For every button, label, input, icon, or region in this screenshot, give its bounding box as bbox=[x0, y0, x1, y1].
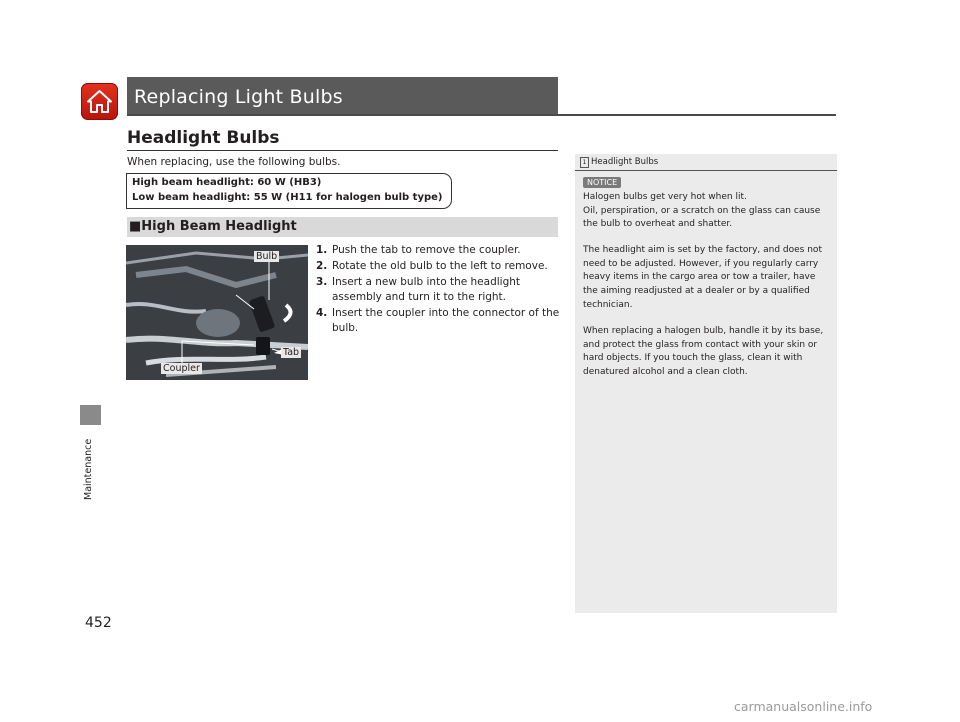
subsection-marker: ■ bbox=[129, 219, 142, 234]
note-title bbox=[580, 157, 658, 168]
note-line: When replacing a halogen bulb, handle it by its base, bbox=[583, 326, 824, 336]
note-divider bbox=[575, 170, 837, 171]
bulb-spec-box bbox=[126, 173, 452, 209]
note-line: denatured alcohol and a clean cloth. bbox=[583, 367, 748, 377]
note-line: The headlight aim is set by the factory, and does not bbox=[583, 245, 822, 255]
step-4-continued: bulb. bbox=[332, 322, 359, 334]
side-tab-label: Maintenance bbox=[83, 438, 94, 500]
note-line: and protect the glass from contact with your skin or bbox=[583, 340, 818, 350]
note-line: need to be adjusted. However, if you regularly carry bbox=[583, 259, 819, 269]
header-divider bbox=[127, 114, 836, 116]
subsection-label: High Beam Headlight bbox=[141, 219, 297, 234]
step-1: 1. Push the tab to remove the coupler. bbox=[316, 244, 521, 256]
note-line: Oil, perspiration, or a scratch on the glass can cause bbox=[583, 206, 821, 216]
page-number: 452 bbox=[85, 615, 112, 631]
section-divider bbox=[127, 150, 558, 151]
spec-line-low-beam: Low beam headlight: 55 W (H11 for halogen bulb type) bbox=[132, 192, 443, 203]
headlight-figure bbox=[126, 245, 308, 380]
bulb-label: Bulb bbox=[256, 251, 278, 262]
note-marker: 1 bbox=[580, 157, 589, 168]
step-3: 3. Insert a new bulb into the headlight bbox=[316, 276, 521, 288]
page-title: Replacing Light Bulbs bbox=[134, 86, 343, 108]
note-title-text: Headlight Bulbs bbox=[591, 157, 659, 167]
intro-text: When replacing, use the following bulbs. bbox=[127, 156, 341, 168]
note-line: heavy items in the cargo area or tow a trailer, have bbox=[583, 272, 816, 282]
coupler-label: Coupler bbox=[163, 363, 200, 374]
home-icon[interactable] bbox=[81, 83, 118, 120]
house-icon bbox=[85, 87, 114, 116]
tab-label: Tab bbox=[283, 347, 300, 358]
notice-badge: NOTICE bbox=[583, 177, 621, 188]
note-line: Halogen bulbs get very hot when lit. bbox=[583, 192, 747, 202]
spec-line-high-beam: High beam headlight: 60 W (HB3) bbox=[132, 177, 322, 188]
subsection-title bbox=[129, 219, 297, 234]
note-line: the bulb to overheat and shatter. bbox=[583, 219, 733, 229]
watermark-text: carmanualsonline.info bbox=[734, 699, 873, 714]
side-tab-marker[interactable] bbox=[80, 405, 101, 425]
note-line: hard objects. If you touch the glass, clean it with bbox=[583, 353, 803, 363]
section-title: Headlight Bulbs bbox=[127, 128, 280, 148]
step-2: 2. Rotate the old bulb to the left to remove. bbox=[316, 260, 548, 272]
note-line: technician. bbox=[583, 300, 633, 310]
step-4: 4. Insert the coupler into the connector of the bbox=[316, 307, 560, 319]
note-line: the aiming readjusted at a dealer or by a qualified bbox=[583, 286, 810, 296]
step-3-continued: assembly and turn it to the right. bbox=[332, 291, 507, 303]
headlight-illustration bbox=[126, 245, 308, 380]
